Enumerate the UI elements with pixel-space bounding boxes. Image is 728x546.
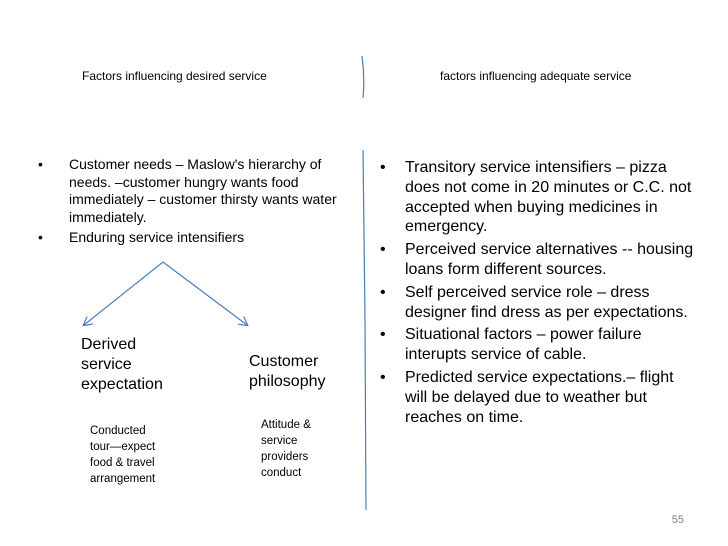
derived-note-line: arrangement — [90, 473, 156, 485]
bullet-text: Transitory service intensifiers – pizza does not come in 20 minutes or C.C. not accepted when buying medicines in emergency. — [405, 159, 692, 236]
philosophy-example-note — [261, 417, 351, 481]
derived-service-expectation-label — [81, 335, 201, 395]
arrow-to-philosophy — [163, 262, 247, 325]
right-bullet-list — [380, 158, 700, 430]
derived-title-line: expectation — [81, 376, 163, 393]
bullet-symbol: • — [380, 159, 386, 176]
bullet-text: Situational factors – power failure interupts service of cable. — [405, 326, 642, 364]
arrow-to-derived — [84, 262, 163, 325]
bullet-text: Predicted service expectations.– flight will be delayed due to weather but reaches on time. — [405, 368, 674, 426]
list-item — [380, 325, 700, 365]
bullet-text: Enduring service intensifiers — [69, 229, 245, 245]
bullet-symbol: • — [380, 368, 386, 386]
bullet-symbol: • — [38, 156, 43, 172]
derived-note-line: food & travel — [90, 457, 155, 469]
philosophy-note-line: service — [261, 435, 298, 447]
list-item — [380, 368, 700, 427]
derived-title-line: service — [81, 356, 132, 373]
list-item — [380, 158, 700, 237]
philosophy-title-line: Customer — [249, 353, 319, 370]
derived-note-line: Conducted — [90, 425, 146, 437]
customer-philosophy-label — [249, 352, 349, 392]
right-column-heading: factors influencing adequate service — [440, 69, 632, 83]
philosophy-title-line: philosophy — [249, 373, 326, 390]
list-item — [380, 240, 700, 280]
bullet-symbol: • — [380, 283, 386, 301]
bullet-symbol: • — [380, 326, 386, 344]
philosophy-note-line: providers — [261, 451, 309, 463]
slide-number: 55 — [671, 514, 684, 526]
bullet-text: Perceived service alternatives -- housing loans form different sources. — [405, 241, 694, 278]
bullet-symbol: • — [38, 229, 43, 245]
left-column-heading: Factors influencing desired service — [82, 69, 267, 83]
list-item — [380, 283, 700, 323]
philosophy-note-line: conduct — [261, 467, 302, 479]
philosophy-note-line: Attitude & — [261, 419, 311, 431]
derived-example-note — [90, 423, 190, 487]
derived-note-line: tour—expect — [90, 441, 156, 453]
bullet-text: Customer needs – Maslow's hierarchy of needs. –customer hungry wants food immediately – customer thirsty wants water immediately. — [69, 156, 337, 225]
bullet-text: Self perceived service role – dress designer find dress as per expectations. — [405, 283, 688, 321]
derived-title-line: Derived — [81, 336, 137, 353]
bullet-symbol: • — [380, 241, 386, 259]
